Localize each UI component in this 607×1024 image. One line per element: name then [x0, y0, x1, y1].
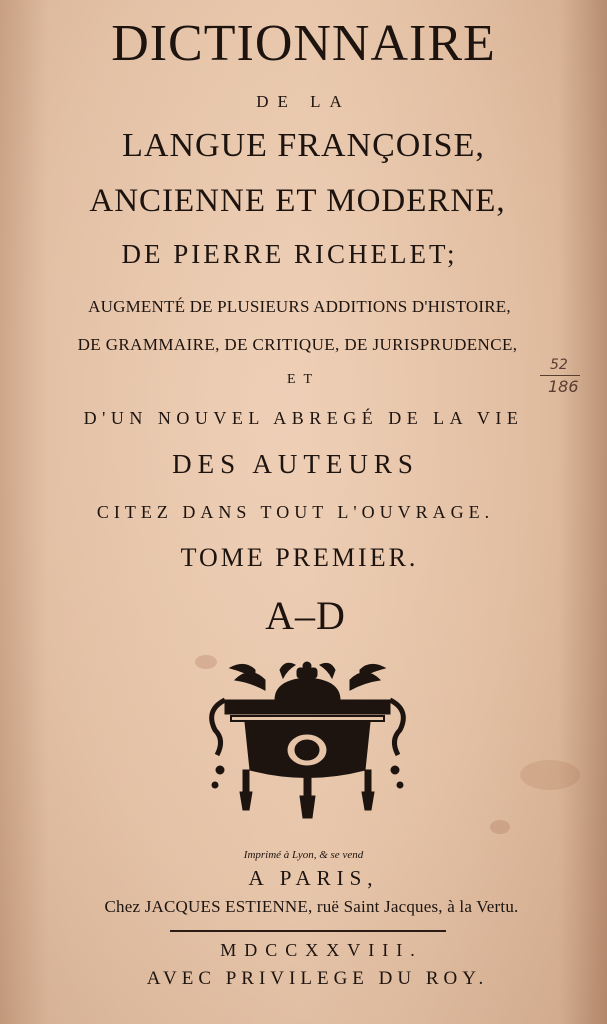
imprint-publisher: Chez JACQUES ESTIENNE, ruë Saint Jacques, à la Vertu.	[104, 897, 519, 916]
shelfmark-denominator: 186	[548, 377, 579, 396]
title-line-augmente: AUGMENTÉ DE PLUSIEURS ADDITIONS D'HISTOIRE,	[88, 297, 511, 316]
title-line-auteurs: DES AUTEURS	[172, 449, 419, 479]
printers-ornament-icon	[205, 660, 410, 820]
title-line-de-la: DE LA	[256, 92, 351, 111]
shelfmark-numerator: 52	[550, 357, 568, 373]
main-title: DICTIONNAIRE	[111, 15, 496, 72]
imprint-divider	[170, 930, 446, 932]
title-line-ancienne: ANCIENNE ET MODERNE,	[89, 183, 506, 219]
imprint-privilege: AVEC PRIVILEGE DU ROY.	[146, 968, 489, 989]
foxing-stain	[490, 820, 510, 834]
shelfmark-fraction-bar	[540, 375, 580, 376]
volume-range: A–D	[265, 593, 346, 638]
imprint-year: MDCCXXVIII.	[220, 940, 423, 960]
title-line-citez: CITEZ DANS TOUT L'OUVRAGE.	[96, 502, 495, 522]
title-line-langue: LANGUE FRANÇOISE,	[122, 127, 485, 164]
foxing-stain	[520, 760, 580, 790]
title-line-richelet: DE PIERRE RICHELET;	[121, 239, 458, 269]
imprint-imprime: Imprimé à Lyon, & se vend	[243, 849, 364, 861]
title-line-et: ET	[286, 372, 321, 387]
title-line-grammaire: DE GRAMMAIRE, DE CRITIQUE, DE JURISPRUDENCE,	[77, 335, 518, 354]
title-line-abrege: D'UN NOUVEL ABREGÉ DE LA VIE	[83, 408, 524, 428]
imprint-city: A PARIS,	[248, 866, 379, 890]
handwritten-shelfmark	[540, 357, 586, 405]
tome-label: TOME PREMIER.	[180, 543, 419, 572]
